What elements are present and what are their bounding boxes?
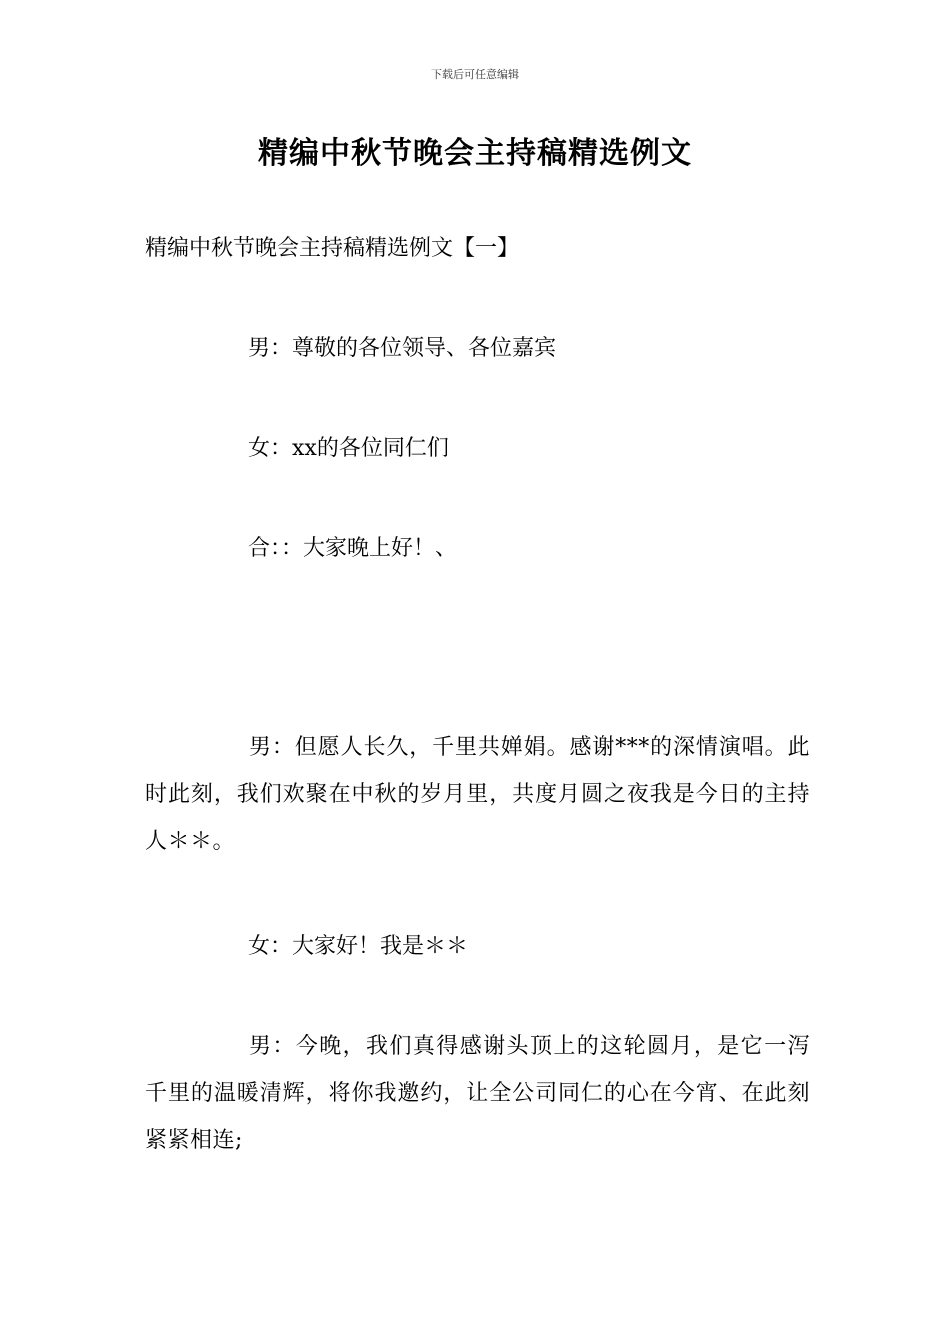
header-note: 下载后可任意编辑 <box>431 68 519 81</box>
paragraph-female-intro: 女：大家好！我是＊＊ <box>248 934 469 959</box>
paragraph-male-moon: 男：今晚，我们真得感谢头顶上的这轮圆月，是它一泻千里的温暖清辉，将你我邀约，让全公司同仁的心在今宵、在此刻紧紧相连; <box>145 1034 810 1153</box>
paragraph-female-greeting: 女：xx的各位同仁们 <box>248 436 449 461</box>
paragraph-male-greeting: 男：尊敬的各位领导、各位嘉宾 <box>248 336 557 361</box>
section-heading: 精编中秋节晚会主持稿精选例文【一】 <box>145 236 520 261</box>
paragraph-joint-greeting: 合：：大家晚上好！、 <box>248 536 458 561</box>
document-title: 精编中秋节晚会主持稿精选例文 <box>258 136 692 171</box>
paragraph-male-intro: 男：但愿人长久，千里共婵娟。感谢***的深情演唱。此时此刻，我们欢聚在中秋的岁月里，共度月圆之夜我是今日的主持人＊＊。 <box>145 735 810 854</box>
